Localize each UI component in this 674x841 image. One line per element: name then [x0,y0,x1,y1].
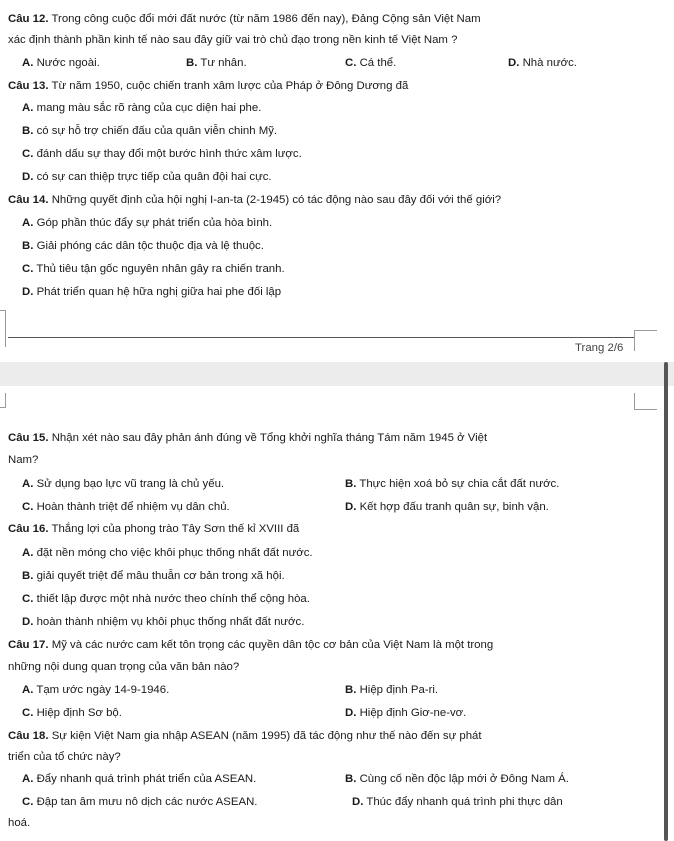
question-number: Câu 12. [8,13,49,25]
q16-option-d: D. hoàn thành nhiệm vụ khôi phục thống nhất đất nước. [22,616,305,628]
page-corner-mark [634,393,657,410]
q14-option-c: C. Thủ tiêu tận gốc nguyên nhân gây ra chiến tranh. [22,263,285,275]
q17-option-a: A. Tạm ước ngày 14-9-1946. [22,684,170,696]
question-15-line1 [8,431,487,445]
question-14-line1 [8,193,501,207]
q15-option-b: B. Thực hiện xoá bỏ sự chia cắt đất nước. [345,478,560,490]
q17-option-b: B. Hiệp định Pa-ri. [345,684,439,696]
question-text: Từ năm 1950, cuộc chiến tranh xâm lược của Pháp ở Đông Dương đã [51,80,409,92]
question-text: Trong công cuộc đổi mới đất nước (từ năm 1986 đến nay), Đảng Cộng sản Việt Nam [51,13,481,25]
q14-option-a: A. Góp phần thúc đẩy sự phát triển của hòa bình. [22,217,273,229]
page-corner-mark [0,393,6,408]
question-number: Câu 15. [8,432,49,444]
q18-option-a: A. Đẩy nhanh quá trình phát triển của ASEAN. [22,773,257,785]
q16-option-b: B. giải quyết triệt để mâu thuẫn cơ bản trong xã hội. [22,570,285,582]
question-number: Câu 13. [8,80,49,92]
q12-option-d: D. Nhà nước. [508,57,577,69]
question-number: Câu 18. [8,730,49,742]
scrollbar-thumb[interactable] [664,362,668,841]
question-number: Câu 14. [8,194,49,206]
q13-option-b: B. có sự hỗ trợ chiến đấu của quân viễn chinh Mỹ. [22,125,278,137]
q18-option-d-wrap: hoá. [8,817,31,829]
question-number: Câu 17. [8,639,49,651]
page-footer-rule [8,337,634,338]
question-15-line2: Nam? [8,454,39,466]
q12-option-b: B. Tư nhân. [186,57,247,69]
q17-option-c: C. Hiệp định Sơ bộ. [22,707,122,719]
question-12-line1 [8,12,481,26]
question-16-line1 [8,522,299,536]
q16-option-a: A. đặt nền móng cho việc khôi phục thống nhất đất nước. [22,547,313,559]
q18-option-c: C. Đập tan âm mưu nô dịch các nước ASEAN. [22,796,258,808]
page-corner-mark [0,310,6,347]
question-13-line1 [8,79,408,93]
q12-option-a: A. Nước ngoài. [22,57,100,69]
page-corner-mark [634,330,657,351]
q15-option-c: C. Hoàn thành triệt để nhiệm vụ dân chủ. [22,501,230,513]
question-text: Sự kiện Việt Nam gia nhập ASEAN (năm 1995) đã tác động như thế nào đến sự phát [51,730,482,742]
question-text: Những quyết định của hội nghị I-an-ta (2-1945) có tác động nào sau đây đối với thế giới? [51,194,502,206]
question-17-line2: những nội dung quan trọng của văn bản nào? [8,661,240,673]
q14-option-d: D. Phát triển quan hệ hữa nghị giữa hai phe đối lập [22,286,282,298]
question-18-line1 [8,729,482,743]
page-number: Trang 2/6 [575,342,624,354]
q15-option-a: A. Sử dụng bạo lực vũ trang là chủ yếu. [22,478,225,490]
q13-option-c: C. đánh dấu sự thay đổi một bước hình thức xâm lược. [22,148,302,160]
q14-option-b: B. Giải phóng các dân tộc thuộc địa và lệ thuộc. [22,240,264,252]
question-text: Thắng lợi của phong trào Tây Sơn thế kỉ XVIII đã [51,523,300,535]
q18-option-d: D. Thúc đẩy nhanh quá trình phi thực dân [352,796,563,808]
question-18-line2: triển của tổ chức này? [8,751,121,763]
page-separator [0,362,674,386]
q13-option-d: D. có sự can thiệp trực tiếp của quân đội hai cực. [22,171,272,183]
question-12-line2: xác định thành phần kinh tế nào sau đây giữ vai trò chủ đạo trong nền kinh tế Việt Nam ? [8,34,458,46]
q13-option-a: A. mang màu sắc rõ ràng của cục diện hai phe. [22,102,262,114]
q12-option-c: C. Cá thể. [345,57,397,69]
question-text: Nhận xét nào sau đây phản ánh đúng về Tổng khởi nghĩa tháng Tám năm 1945 ở Việt [51,432,488,444]
q18-option-b: B. Cùng cố nền độc lập mới ở Đông Nam Á. [345,773,569,785]
question-17-line1 [8,638,493,652]
question-number: Câu 16. [8,523,49,535]
q17-option-d: D. Hiệp định Giơ-ne-vơ. [345,707,467,719]
q15-option-d: D. Kết hợp đấu tranh quân sự, binh vận. [345,501,549,513]
question-text: Mỹ và các nước cam kết tôn trọng các quyền dân tộc cơ bản của Việt Nam là một trong [51,639,494,651]
q16-option-c: C. thiết lập được một nhà nước theo chính thể cộng hòa. [22,593,310,605]
